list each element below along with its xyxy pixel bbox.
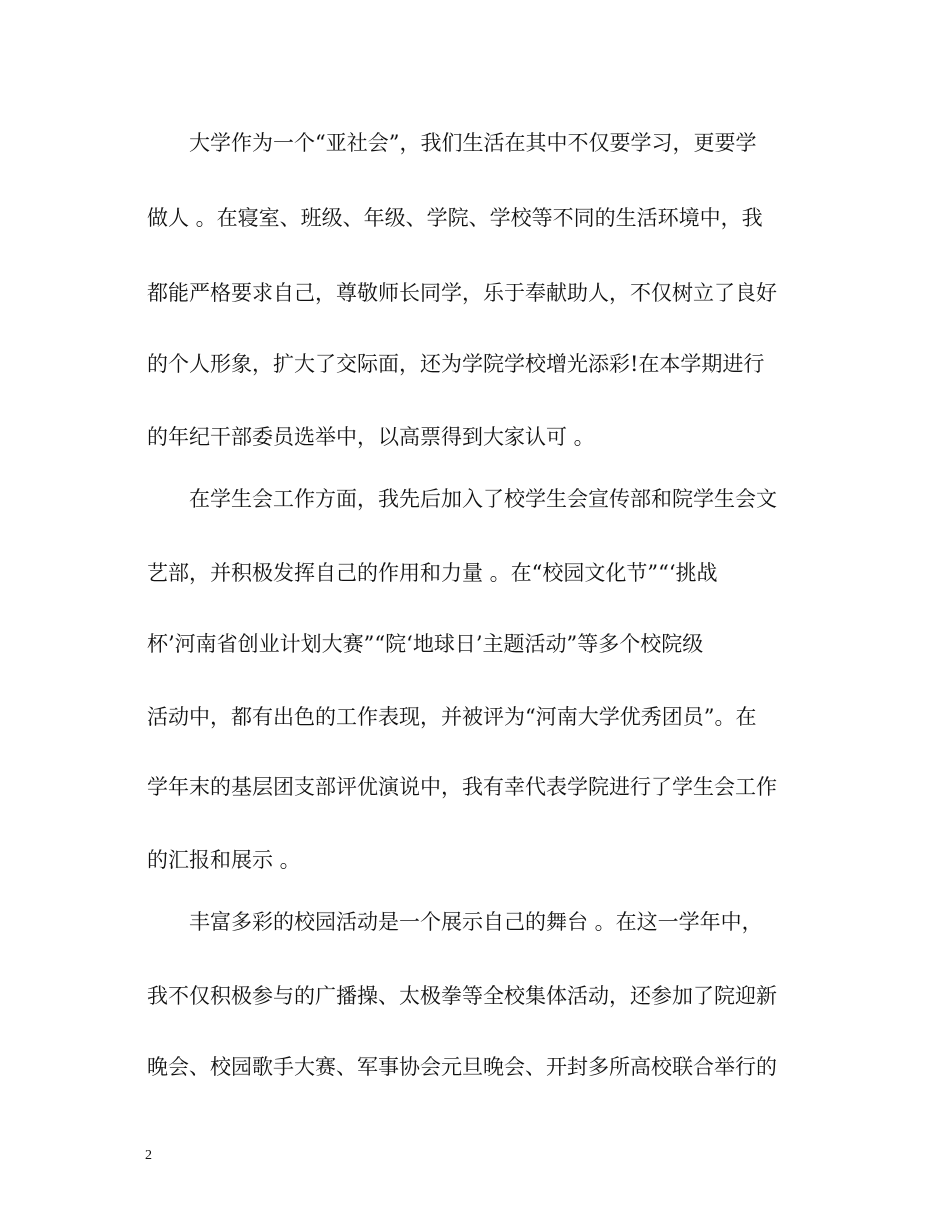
text-line: 的年纪干部委员选举中，以高票得到大家认可 。 bbox=[147, 425, 595, 449]
text-line: 艺部，并积极发挥自己的作用和力量 。在“校园文化节”“‘挑战 bbox=[147, 561, 718, 585]
text-line: 大学作为一个“亚社会”，我们生活在其中不仅要学习，更要学 bbox=[189, 131, 757, 155]
text-line: 杯’河南省创业计划大赛”“院‘地球日’主题活动”等多个校院级 bbox=[147, 632, 704, 656]
text-line: 都能严格要求自己，尊敬师长同学，乐于奉献助人，不仅树立了良好 bbox=[147, 281, 777, 305]
text-line: 丰富多彩的校园活动是一个展示自己的舞台 。在这一学年中， bbox=[189, 910, 763, 934]
text-line: 晚会、校园歌手大赛、军事协会元旦晚会、开封多所高校联合举行的 bbox=[147, 1055, 777, 1079]
text-line: 学年末的基层团支部评优演说中，我有幸代表学院进行了学生会工作 bbox=[147, 775, 777, 799]
text-line: 我不仅积极参与的广播操、太极拳等全校集体活动，还参加了院迎新 bbox=[147, 984, 777, 1008]
text-line: 的汇报和展示 。 bbox=[147, 848, 301, 872]
text-line: 的个人形象，扩大了交际面，还为学院学校增光添彩!在本学期进行 bbox=[147, 352, 765, 376]
text-line: 活动中，都有出色的工作表现，并被评为“河南大学优秀团员”。在 bbox=[147, 705, 757, 729]
text-line: 做人 。在寝室、班级、年级、学院、学校等不同的生活环境中，我 bbox=[147, 206, 763, 230]
page-number: 2 bbox=[145, 1148, 152, 1163]
text-line: 在学生会工作方面，我先后加入了校学生会宣传部和院学生会文 bbox=[189, 487, 777, 511]
